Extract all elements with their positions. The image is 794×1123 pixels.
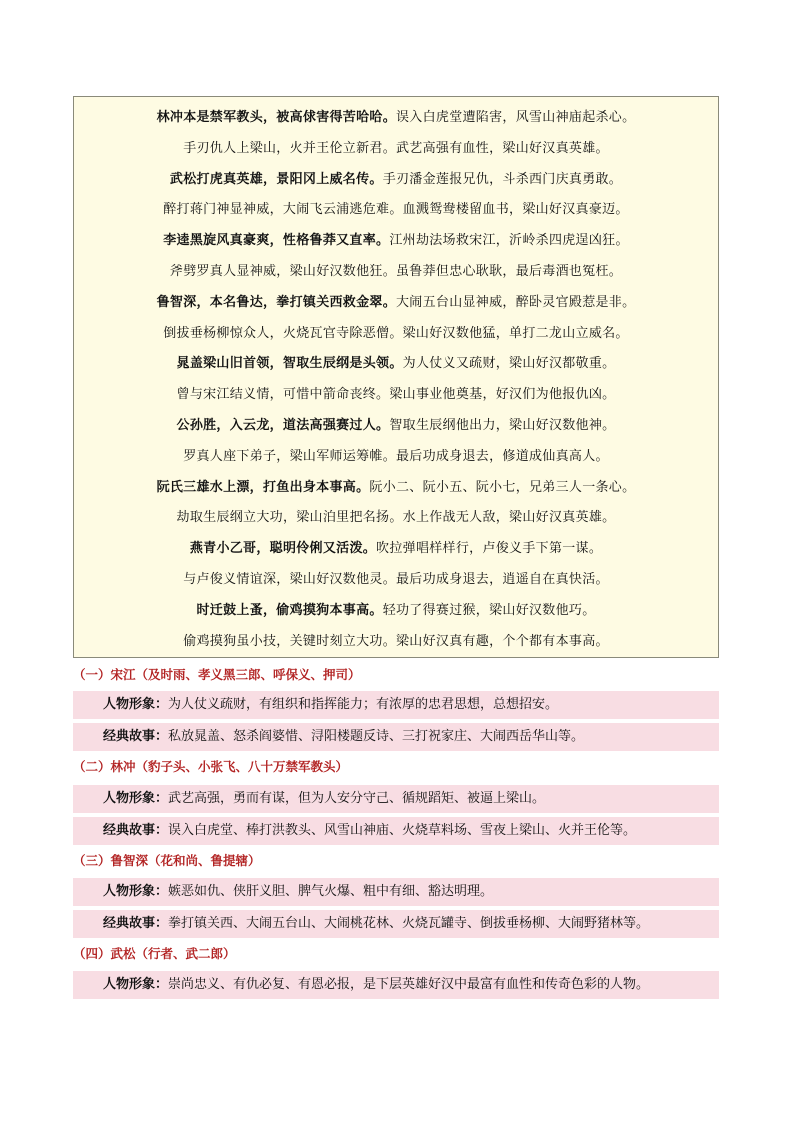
poem-line: 公孙胜，入云龙，道法高强赛过人。智取生辰纲他出力，梁山好汉数他神。 (176, 417, 616, 433)
poem-line: 与卢俊义情谊深，梁山好汉数他灵。最后功成身退去，逍遥自在真快活。 (183, 571, 609, 587)
poem-line: 罗真人座下弟子，梁山军师运筹帷。最后功成身退去，修道成仙真高人。 (183, 448, 609, 464)
poem-line: 曾与宋江结义情，可惜中箭命丧终。梁山事业他奠基，好汉们为他报仇凶。 (176, 387, 616, 403)
poem-line: 武松打虎真英雄，景阳冈上威名传。手刃潘金莲报兄仇，斗杀西门庆真勇敢。 (169, 171, 623, 187)
poem-line: 晁盖梁山旧首领，智取生辰纲是头领。为人仗义又疏财，梁山好汉都敬重。 (176, 356, 616, 372)
section-row: 经典故事：拳打镇关西、大闹五台山、大闹桃花林、火烧瓦罐寺、倒拔垂杨柳、大闹野猪林等。 (73, 910, 719, 938)
poem-line: 阮氏三雄水上漂，打鱼出身本事高。阮小二、阮小五、阮小七，兄弟三人一条心。 (156, 479, 636, 495)
section-heading-linchong: （二）林冲（豹子头、小张飞、八十万禁军教头） (73, 759, 349, 774)
poem-line: 斧劈罗真人显神威，梁山好汉数他狂。虽鲁莽但忠心耿耿，最后毒酒也冤枉。 (169, 263, 623, 279)
section-heading-songjiang: （一）宋江（及时雨、孝义黑三郎、呼保义、押司） (73, 667, 361, 682)
poem-line: 劫取生辰纲立大功，梁山泊里把名扬。水上作战无人敌，梁山好汉真英雄。 (176, 510, 616, 526)
section-heading-wusong: （四）武松（行者、武二郎） (73, 946, 236, 961)
section-row: 人物形象：崇尚忠义、有仇必复、有恩必报，是下层英雄好汉中最富有血性和传奇色彩的人物。 (73, 971, 719, 999)
poem-line: 醉打蒋门神显神威，大闹飞云浦逃危难。血溅鸳鸯楼留血书，梁山好汉真豪迈。 (163, 202, 629, 218)
poem-line: 倒拔垂杨柳惊众人，火烧瓦官寺除恶僧。梁山好汉数他猛，单打二龙山立威名。 (163, 325, 629, 341)
poem-line: 燕青小乙哥，聪明伶俐又活泼。吹拉弹唱样样行，卢俊义手下第一谋。 (189, 541, 603, 557)
poem-line: 偷鸡摸狗虽小技，关键时刻立大功。梁山好汉真有趣，个个都有本事高。 (183, 633, 609, 649)
poem-box (73, 96, 719, 658)
poem-line: 林冲本是禁军教头，被高俅害得苦哈哈。误入白虎堂遭陷害，风雪山神庙起杀心。 (156, 110, 636, 125)
section-row: 经典故事：误入白虎堂、棒打洪教头、风雪山神庙、火烧草料场、雪夜上梁山、火并王伦等。 (73, 817, 719, 845)
section-row: 人物形象：武艺高强，勇而有谋，但为人安分守己、循规蹈矩、被逼上梁山。 (73, 785, 719, 813)
section-row: 人物形象：为人仗义疏财，有组织和指挥能力；有浓厚的忠君思想，总想招安。 (73, 691, 719, 719)
section-heading-luzhishen: （三）鲁智深（花和尚、鲁提辖） (73, 853, 261, 868)
poem-line: 鲁智深，本名鲁达，拳打镇关西救金翠。大闹五台山显神威，醉卧灵官殿惹是非。 (156, 294, 636, 310)
section-row: 经典故事：私放晁盖、怒杀阎婆惜、浔阳楼题反诗、三打祝家庄、大闹西岳华山等。 (73, 723, 719, 751)
poem-line: 手刃仇人上梁山，火并王伦立新君。武艺高强有血性，梁山好汉真英雄。 (183, 140, 609, 156)
poem-line: 时迁鼓上蚤，偷鸡摸狗本事高。轻功了得赛过猴，梁山好汉数他巧。 (196, 602, 596, 618)
poem-line: 李逵黑旋风真豪爽，性格鲁莽又直率。江州劫法场救宋江，沂岭杀四虎逞凶狂。 (163, 233, 629, 249)
section-row: 人物形象：嫉恶如仇、侠肝义胆、脾气火爆、粗中有细、豁达明理。 (73, 878, 719, 906)
